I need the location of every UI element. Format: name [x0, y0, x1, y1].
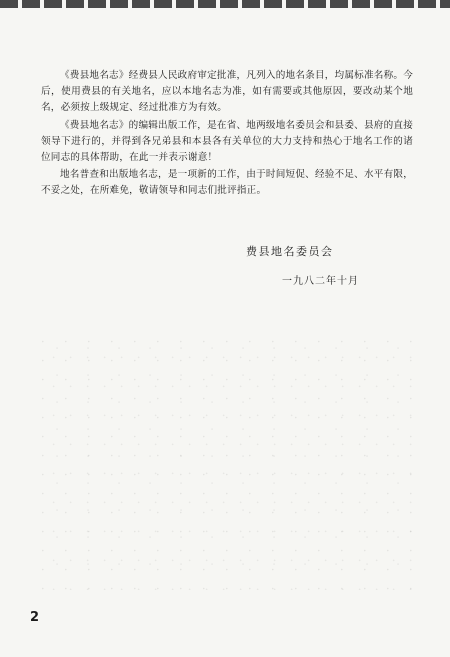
page-number: 2 [30, 610, 40, 625]
signature: 费县地名委员会 [246, 245, 334, 258]
top-edge-band [0, 0, 450, 8]
paragraph-3: 地名普查和出版地名志，是一项新的工作，由于时间短促、经验不足、水平有限，不妥之处，在所难免，敬请领导和同志们批评指正。 [41, 169, 413, 197]
paragraph-1: 《费县地名志》经费县人民政府审定批准，凡列入的地名条目，均属标准名称。今后，使用费县的有关地名，应以本地名志为准，如有需要或其他原因，要改动某个地名，必须按上级规定、经过批准方为有效。 [41, 70, 413, 114]
paragraph-2: 《费县地名志》的编辑出版工作，是在省、地两级地名委员会和县委、县府的直接领导下进行的，并得到各兄弟县和本县各有关单位的大力支持和热心于地名工作的诸位同志的具体帮助，在此一并表示谢意！ [41, 119, 413, 164]
bleed-through-texture [40, 340, 420, 590]
body-text [41, 68, 413, 201]
date: 一九八二年十月 [282, 276, 359, 287]
